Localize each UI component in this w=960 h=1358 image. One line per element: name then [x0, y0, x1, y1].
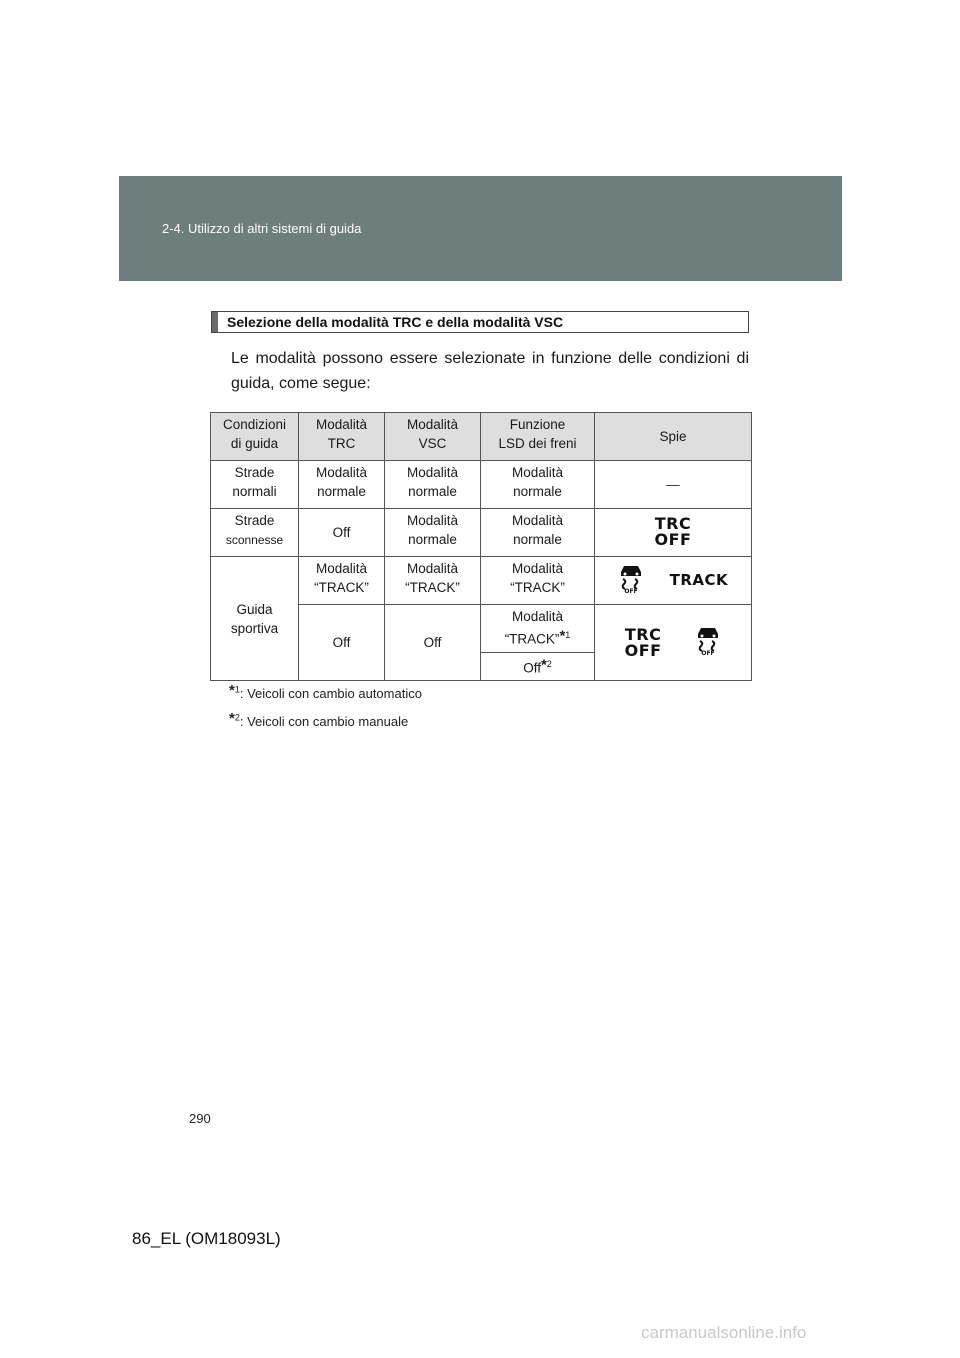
cell-trc-rough: Off [299, 509, 385, 557]
skid-off-label: OFF [701, 650, 716, 655]
cell-lights-normal: — [595, 461, 752, 509]
section-title-bar [212, 312, 218, 332]
cell-lsd-rough: Modalità normale [481, 509, 595, 557]
header-band [119, 176, 842, 281]
footnote-1: *$^1$: Veicoli con cambio automatico [229, 682, 422, 701]
cell-trc-normal: Modalità normale [299, 461, 385, 509]
mode-table [210, 412, 752, 681]
cell-lights-off [595, 605, 752, 681]
cell-lights-track [595, 557, 752, 605]
cell-vsc-normal: Modalità normale [385, 461, 481, 509]
cell-lsd-off-2: Off*$^2$ [481, 653, 595, 681]
header-vsc: Modalità VSC [385, 413, 481, 461]
breadcrumb: 2-4. Utilizzo di altri sistemi di guida [162, 221, 362, 236]
document-code: 86_EL (OM18093L) [132, 1229, 281, 1248]
section-title: Selezione della modalità TRC e della modalità VSC [227, 314, 564, 330]
table-row [211, 461, 752, 509]
header-trc: Modalità TRC [299, 413, 385, 461]
section-title-box [211, 311, 749, 333]
cell-condition-sport: Guida sportiva [211, 557, 299, 681]
cell-lsd-off-1: Modalità “TRACK”*$^1$ [481, 605, 595, 653]
table-row [211, 509, 752, 557]
header-lsd: Funzione LSD dei freni [481, 413, 595, 461]
cell-trc-track: Modalità “TRACK” [299, 557, 385, 605]
cell-lights-rough [595, 509, 752, 557]
header-conditions: Condizioni di guida [211, 413, 299, 461]
watermark: carmanualsonline.info [641, 1323, 807, 1342]
cell-lsd-track: Modalità “TRACK” [481, 557, 595, 605]
intro-paragraph: Le modalità possono essere selezionate in funzione delle condizioni di guida, come segue: [231, 350, 749, 392]
vsc-off-icon [618, 563, 644, 598]
trc-off-icon: TRC OFF [624, 624, 662, 660]
cell-lsd-normal: Modalità normale [481, 461, 595, 509]
cell-vsc-off: Off [385, 605, 481, 681]
skid-off-label: OFF [624, 588, 638, 593]
header-lights: Spie [595, 413, 752, 461]
cell-trc-off: Off [299, 605, 385, 681]
cell-condition-rough: Strade sconnesse [211, 509, 299, 557]
track-icon: TRACK [669, 571, 729, 589]
trc-off-icon: TRC OFF [654, 513, 692, 549]
page-number: 290 [189, 1111, 211, 1126]
vsc-off-icon [695, 625, 721, 660]
cell-vsc-track: Modalità “TRACK” [385, 557, 481, 605]
cell-vsc-rough: Modalità normale [385, 509, 481, 557]
table-row [211, 557, 752, 605]
table-header-row [211, 413, 752, 461]
footnote-2: *$^2$: Veicoli con cambio manuale [229, 710, 409, 729]
cell-condition-normal: Strade normali [211, 461, 299, 509]
